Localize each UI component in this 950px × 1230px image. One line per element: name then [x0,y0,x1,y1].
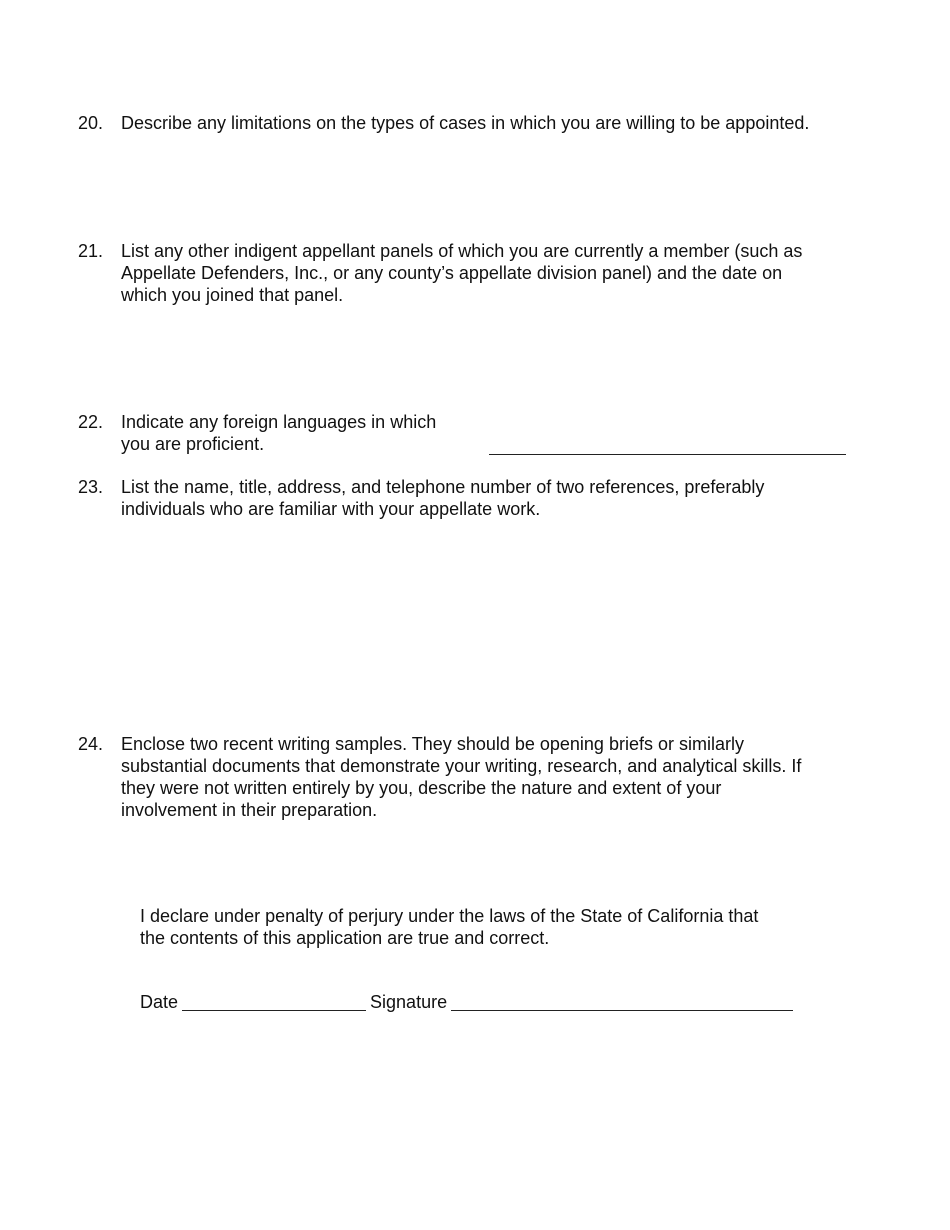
question-text: Indicate any foreign languages in which you are proficient. [121,412,437,454]
signature-row [140,990,840,1013]
question-number: 24. [78,734,104,754]
question-21 [78,240,838,306]
question-text: List the name, title, address, and telephone number of two references, preferably individuals who are familiar with your appellate work. [121,477,765,519]
question-text: List any other indigent appellant panels of which you are currently a member (such as Appellate Defenders, Inc., or any county’s appellate division panel) and the date on which you joined that panel. [121,241,803,305]
question-20 [78,112,838,134]
date-label: Date [140,992,179,1012]
signature-label: Signature [370,992,448,1012]
question-text: Describe any limitations on the types of cases in which you are willing to be appointed. [121,113,810,133]
question-number: 21. [78,241,104,261]
question-22 [78,411,838,455]
signature-field[interactable] [451,993,793,1011]
question-text: Enclose two recent writing samples. They should be opening briefs or similarly substantial documents that demonstrate your writing, research, and analytical skills. If they were not written entirely by you, describe the nature and extent of your involvement in their preparation. [121,734,802,820]
question-number: 22. [78,412,104,432]
perjury-declaration: I declare under penalty of perjury under the laws of the State of California that the contents of this application are true and correct. [140,906,759,948]
question-number: 23. [78,477,104,497]
date-field[interactable] [182,993,366,1011]
question-24 [78,733,838,821]
question-number: 20. [78,113,104,133]
question-23 [78,476,838,520]
languages-answer-line[interactable] [489,454,846,455]
